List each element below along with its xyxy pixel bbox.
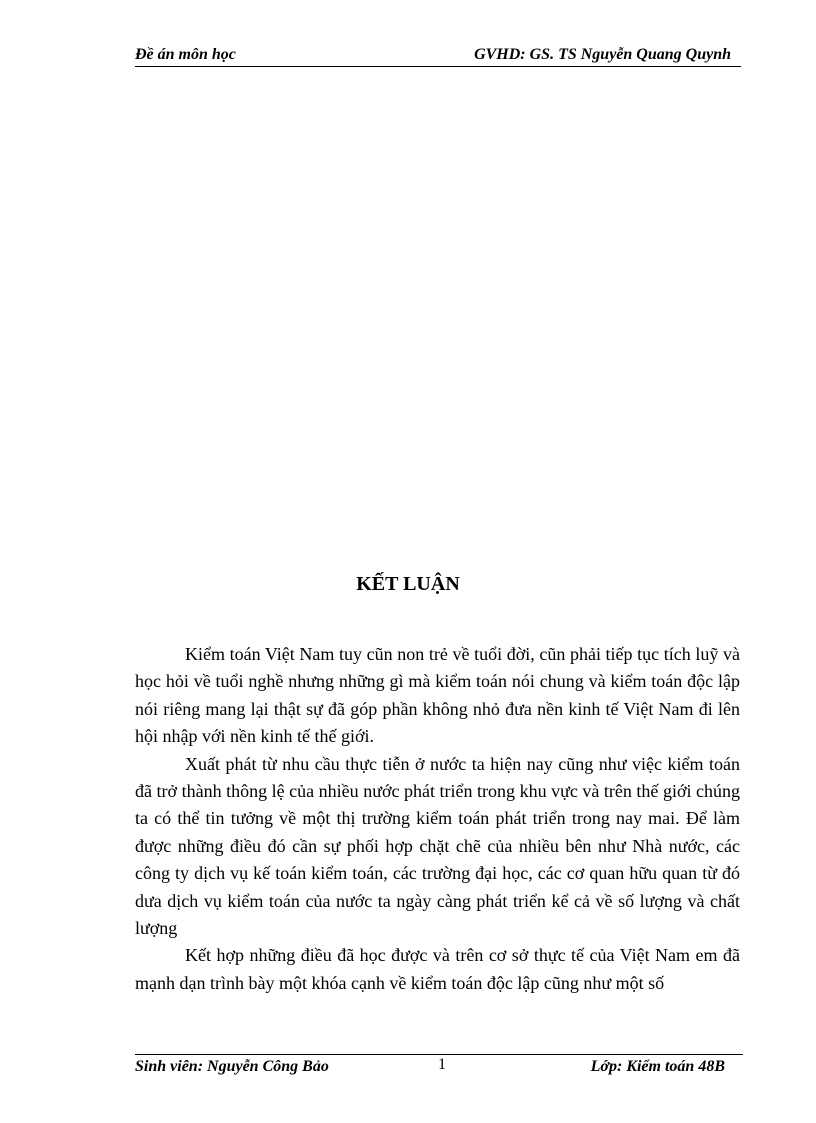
footer-student-name: Sinh viên: Nguyễn Công Bảo bbox=[135, 1058, 329, 1075]
page-header bbox=[135, 44, 741, 67]
section-title: KẾT LUẬN bbox=[356, 573, 460, 595]
paragraph-1: Kiểm toán Việt Nam tuy cũn non trẻ về tuổi đời, cũn phải tiếp tục tích luỹ và học hỏi về tuổi nghề nhưng những gì mà kiểm toán nói chung và kiểm toán độc lập nói riêng mang lại thật sự đã góp phần không nhỏ đưa nền kinh tế Việt Nam đi lên hội nhập với nền kinh tế thế giới. bbox=[135, 644, 740, 747]
page-footer bbox=[135, 1054, 743, 1079]
page-number: 1 bbox=[438, 1056, 446, 1073]
footer-class-label: Lớp: Kiểm toán 48B bbox=[590, 1058, 725, 1075]
document-body bbox=[135, 641, 740, 997]
paragraph-3: Kết hợp những điều đã học được và trên cơ sở thực tế của Việt Nam em đã mạnh dạn trình bày một khóa cạnh về kiểm toán độc lập cũng như một số bbox=[135, 945, 740, 993]
header-advisor-label: GVHD: GS. TS Nguyễn Quang Quynh bbox=[474, 46, 731, 63]
paragraph-2: Xuất phát từ nhu cầu thực tiễn ở nước ta hiện nay cũng như việc kiểm toán đã trở thành thông lệ của nhiều nước phát triển trong khu vực và trên thế giới chúng ta có thể tin tưởng về một thị trường kiểm toán phát triển trong nay mai. Để làm được những điều đó cần sự phối hợp chặt chẽ của nhiều bên như Nhà nước, các công ty dịch vụ kế toán kiểm toán, các trường đại học, các cơ quan hữu quan từ đó dưa dịch vụ kiểm toán của nước ta ngày càng phát triển kể cả về số lượng và chất lượng bbox=[135, 753, 740, 939]
header-course-label: Đề án môn học bbox=[135, 46, 236, 63]
